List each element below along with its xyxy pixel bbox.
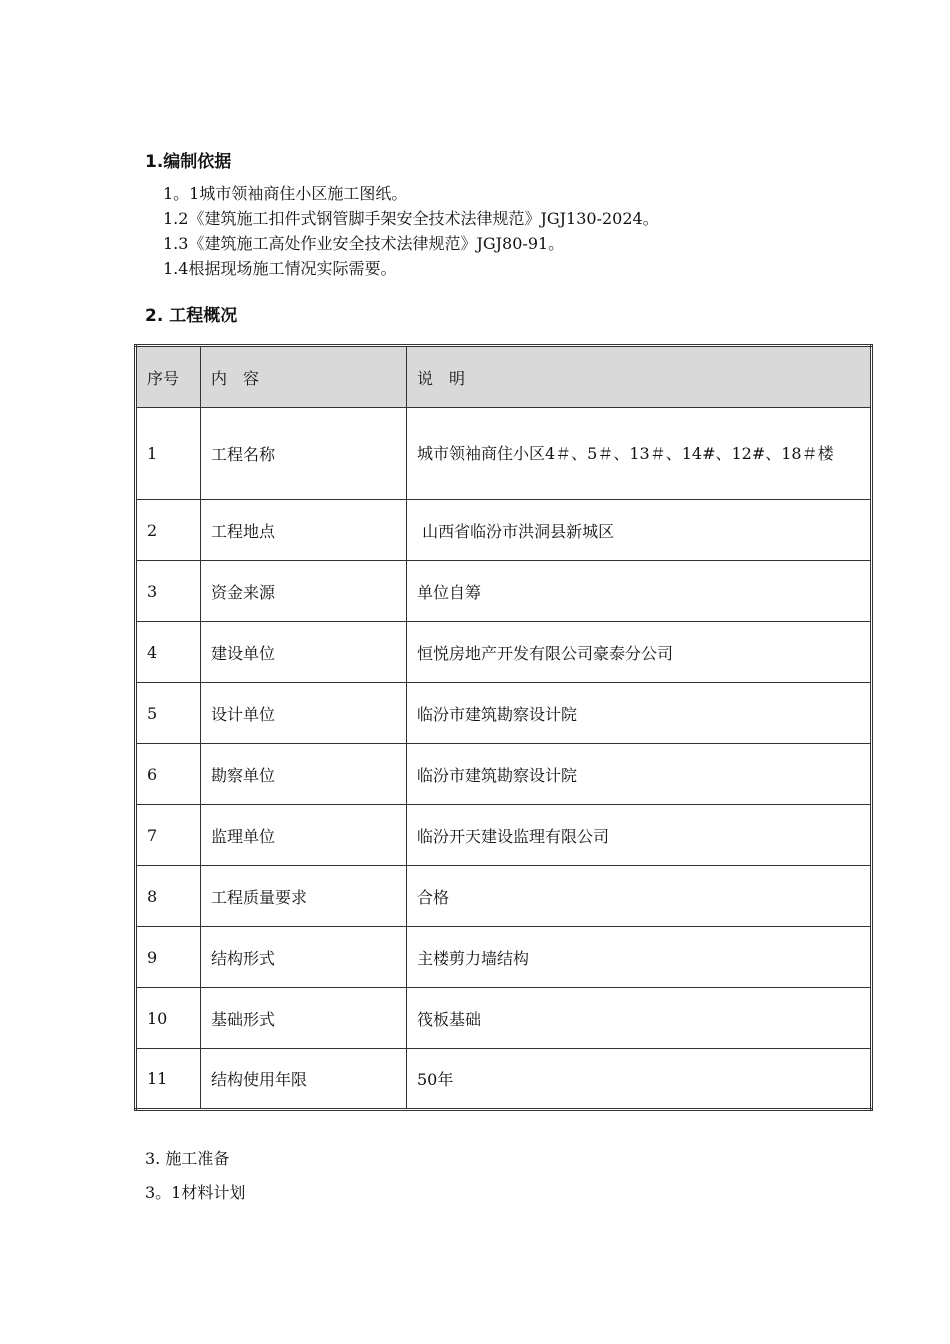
- row-item: 资金来源: [201, 561, 407, 622]
- table-header-row: [136, 346, 872, 408]
- row-description: 主楼剪力墙结构: [407, 927, 872, 988]
- row-description: 筏板基础: [407, 988, 872, 1049]
- row-description: 临汾市建筑勘察设计院: [407, 744, 872, 805]
- table-row: [136, 500, 872, 561]
- basis-item-1: 1。1城市领袖商住小区施工图纸。: [163, 184, 408, 203]
- row-description: 山西省临汾市洪洞县新城区: [407, 500, 872, 561]
- section-3-heading: 3. 施工准备: [145, 1149, 230, 1168]
- row-description: 50年: [407, 1049, 872, 1110]
- table-row: [136, 622, 872, 683]
- row-item: 建设单位: [201, 622, 407, 683]
- row-index: 7: [136, 805, 201, 866]
- basis-item-4: 1.4根据现场施工情况实际需要。: [163, 259, 397, 278]
- row-index: 9: [136, 927, 201, 988]
- row-item: 结构形式: [201, 927, 407, 988]
- section-3-1-subheading: 3。1材料计划: [145, 1183, 246, 1202]
- row-index: 3: [136, 561, 201, 622]
- section-1-heading: 1.编制依据: [145, 152, 232, 172]
- row-item: 工程地点: [201, 500, 407, 561]
- basis-item-3: 1.3《建筑施工高处作业安全技术法律规范》JGJ80-91。: [163, 234, 565, 253]
- table-row: [136, 988, 872, 1049]
- row-item: 设计单位: [201, 683, 407, 744]
- row-item: 结构使用年限: [201, 1049, 407, 1110]
- row-index: 4: [136, 622, 201, 683]
- header-content: 内 容: [201, 346, 407, 408]
- row-description: 城市领袖商住小区4＃、5＃、13＃、14#、12#、18＃楼: [407, 408, 872, 500]
- row-item: 勘察单位: [201, 744, 407, 805]
- table-row: [136, 561, 872, 622]
- table-row: [136, 866, 872, 927]
- basis-item-2: 1.2《建筑施工扣件式钢管脚手架安全技术法律规范》JGJ130-2024。: [163, 209, 659, 228]
- row-index: 2: [136, 500, 201, 561]
- row-index: 5: [136, 683, 201, 744]
- table-row: [136, 1049, 872, 1110]
- table-row: [136, 683, 872, 744]
- row-index: 10: [136, 988, 201, 1049]
- row-description: 临汾市建筑勘察设计院: [407, 683, 872, 744]
- row-description: 合格: [407, 866, 872, 927]
- header-index: 序号: [136, 346, 201, 408]
- project-overview-table: [134, 344, 873, 1111]
- row-index: 1: [136, 408, 201, 500]
- table-row: [136, 927, 872, 988]
- row-index: 6: [136, 744, 201, 805]
- section-2-heading: 2. 工程概况: [145, 306, 238, 326]
- row-description: 临汾开天建设监理有限公司: [407, 805, 872, 866]
- row-item: 工程质量要求: [201, 866, 407, 927]
- row-item: 工程名称: [201, 408, 407, 500]
- table-row: [136, 805, 872, 866]
- row-item: 监理单位: [201, 805, 407, 866]
- row-item: 基础形式: [201, 988, 407, 1049]
- row-description: 恒悦房地产开发有限公司豪泰分公司: [407, 622, 872, 683]
- row-description: 单位自筹: [407, 561, 872, 622]
- table-row: [136, 408, 872, 500]
- row-index: 8: [136, 866, 201, 927]
- table-row: [136, 744, 872, 805]
- header-description: 说 明: [407, 346, 872, 408]
- row-index: 11: [136, 1049, 201, 1110]
